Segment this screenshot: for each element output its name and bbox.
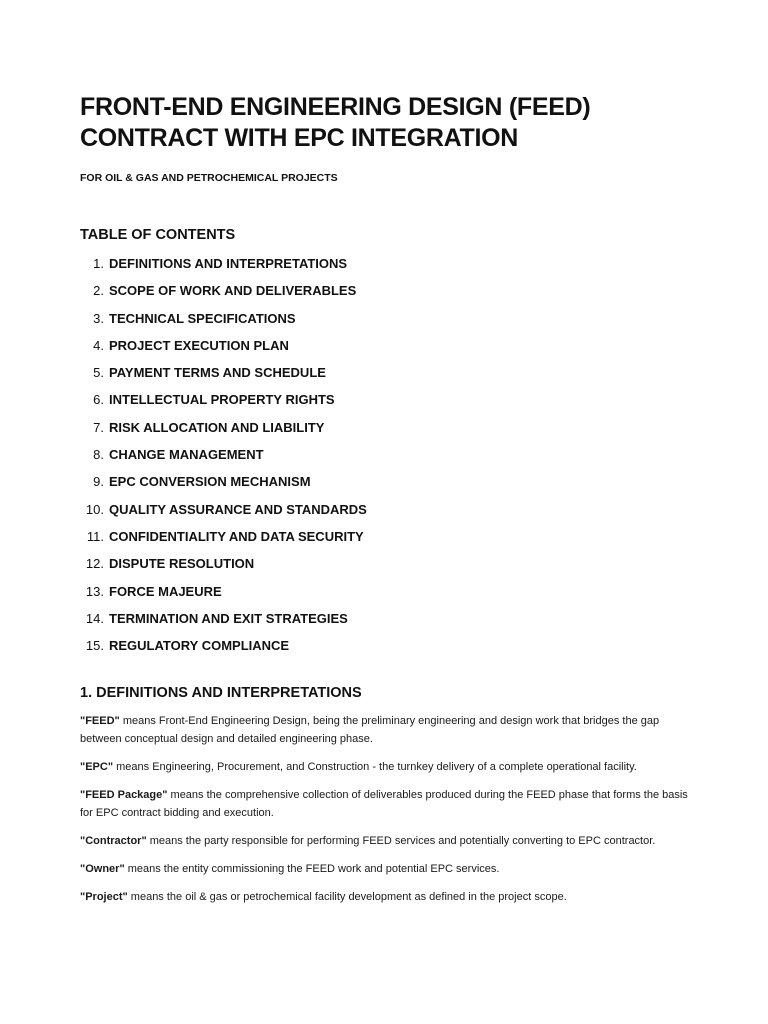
toc-item[interactable] (80, 256, 690, 283)
toc-item-number: 6. (93, 392, 104, 408)
toc-item-label[interactable]: CHANGE MANAGEMENT (109, 447, 264, 463)
toc-item[interactable] (80, 556, 690, 583)
toc-item-number: 13. (85, 583, 104, 599)
definition-paragraph (80, 888, 690, 906)
definition-paragraph (80, 786, 690, 822)
definition-paragraph (80, 712, 690, 748)
toc-item-number: 14. (85, 610, 104, 626)
toc-item-number: 3. (93, 310, 104, 326)
definition-paragraph (80, 758, 690, 776)
toc-item-label[interactable]: CONFIDENTIALITY AND DATA SECURITY (109, 528, 364, 544)
definition-term: "EPC" (80, 761, 114, 774)
toc-item-number: 2. (93, 283, 104, 299)
toc-item-label[interactable]: RISK ALLOCATION AND LIABILITY (109, 419, 325, 435)
definition-term: "Project" (80, 891, 128, 904)
document-subtitle: FOR OIL & GAS AND PETROCHEMICAL PROJECTS (80, 172, 338, 184)
table-of-contents (80, 256, 690, 665)
toc-item-label[interactable]: DISPUTE RESOLUTION (109, 556, 255, 572)
toc-item[interactable] (80, 365, 690, 392)
definition-text: means the oil & gas or petrochemical facility development as defined in the project scope. (127, 891, 567, 904)
definition-term: "Contractor" (80, 835, 147, 848)
toc-item[interactable] (80, 502, 690, 529)
toc-item-label[interactable]: INTELLECTUAL PROPERTY RIGHTS (109, 392, 335, 408)
definition-text: means Engineering, Procurement, and Construction - the turnkey delivery of a complete operational facility. (113, 761, 637, 774)
document-page (80, 92, 690, 916)
toc-item[interactable] (80, 338, 690, 365)
toc-item-label[interactable]: TECHNICAL SPECIFICATIONS (109, 310, 296, 326)
toc-item-number: 9. (93, 474, 104, 490)
toc-item[interactable] (80, 283, 690, 310)
definition-text: means the entity commissioning the FEED work and potential EPC services. (124, 863, 500, 876)
toc-item[interactable] (80, 420, 690, 447)
toc-item-label[interactable]: SCOPE OF WORK AND DELIVERABLES (109, 283, 357, 299)
definition-text: means Front-End Engineering Design, being the preliminary engineering and design work that bridges the gap between conceptual design and detailed engineering phase. (80, 715, 660, 746)
definition-term: "FEED Package" (80, 789, 168, 802)
toc-item[interactable] (80, 584, 690, 611)
definition-paragraph (80, 832, 690, 850)
definition-text: means the party responsible for performing FEED services and potentially converting to EPC contractor. (146, 835, 656, 848)
toc-item-label[interactable]: PAYMENT TERMS AND SCHEDULE (109, 365, 326, 381)
toc-item-label[interactable]: DEFINITIONS AND INTERPRETATIONS (109, 256, 348, 271)
toc-item-number: 11. (86, 528, 104, 544)
toc-item-label[interactable]: EPC CONVERSION MECHANISM (109, 474, 311, 490)
toc-item-number: 7. (93, 419, 104, 435)
toc-item-number: 10. (85, 501, 104, 517)
toc-item-label[interactable]: PROJECT EXECUTION PLAN (109, 337, 289, 353)
toc-item-number: 8. (93, 447, 104, 463)
definition-paragraph (80, 860, 690, 878)
toc-item-number: 4. (93, 337, 104, 353)
toc-item[interactable] (80, 529, 690, 556)
toc-heading: TABLE OF CONTENTS (80, 227, 236, 243)
document-title (80, 92, 690, 154)
toc-item[interactable] (80, 392, 690, 419)
toc-item-label[interactable]: REGULATORY COMPLIANCE (109, 638, 290, 654)
toc-item[interactable] (80, 611, 690, 638)
toc-item-number: 5. (93, 365, 104, 381)
toc-item-number: 1. (93, 256, 104, 271)
toc-item-label[interactable]: FORCE MAJEURE (109, 583, 222, 599)
definition-term: "FEED" (80, 715, 120, 728)
definitions-list (80, 712, 690, 906)
title-line-1: FRONT-END ENGINEERING DESIGN (FEED) (80, 93, 591, 121)
toc-item-label[interactable]: TERMINATION AND EXIT STRATEGIES (109, 610, 348, 626)
toc-item-label[interactable]: QUALITY ASSURANCE AND STANDARDS (109, 501, 367, 517)
toc-item[interactable] (80, 474, 690, 501)
toc-item[interactable] (80, 638, 690, 665)
title-line-2: CONTRACT WITH EPC INTEGRATION (80, 124, 519, 152)
definition-term: "Owner" (80, 863, 125, 876)
toc-item[interactable] (80, 311, 690, 338)
toc-item-number: 12. (85, 556, 104, 572)
toc-item[interactable] (80, 447, 690, 474)
section-heading-definitions: 1. DEFINITIONS AND INTERPRETATIONS (80, 685, 362, 702)
definition-text: means the comprehensive collection of deliverables produced during the FEED phase that forms the basis for EPC contract bidding and execution. (80, 789, 688, 820)
toc-item-number: 15. (85, 638, 104, 654)
